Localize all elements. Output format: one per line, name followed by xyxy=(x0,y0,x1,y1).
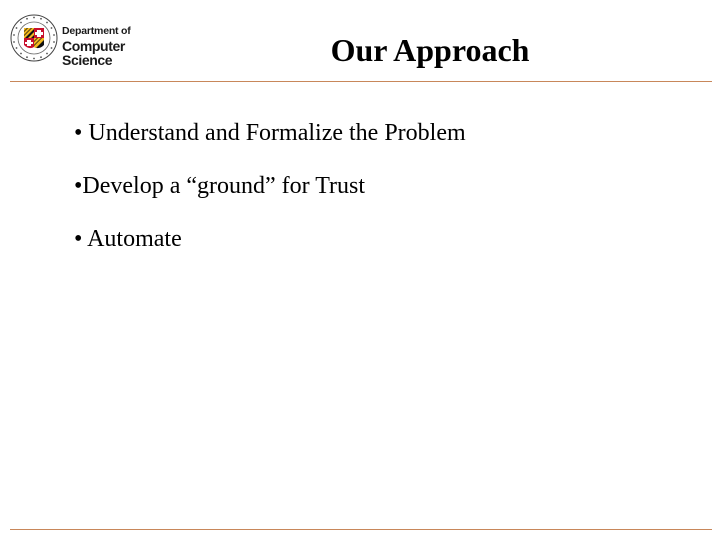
bullet-item: • Understand and Formalize the Problem xyxy=(74,120,466,146)
header-divider xyxy=(10,81,712,82)
logo-department-label: Department of xyxy=(62,25,131,37)
footer-divider xyxy=(10,529,712,530)
university-seal-icon xyxy=(10,14,58,62)
bullet-item: •Develop a “ground” for Trust xyxy=(74,173,366,199)
bullet-item: • Automate xyxy=(74,226,182,252)
bullet-list xyxy=(74,119,466,278)
logo-computer-science-label: Computer Science xyxy=(62,37,125,68)
logo-text xyxy=(62,26,170,67)
slide-title: Our Approach xyxy=(330,32,530,68)
department-logo xyxy=(10,14,170,68)
